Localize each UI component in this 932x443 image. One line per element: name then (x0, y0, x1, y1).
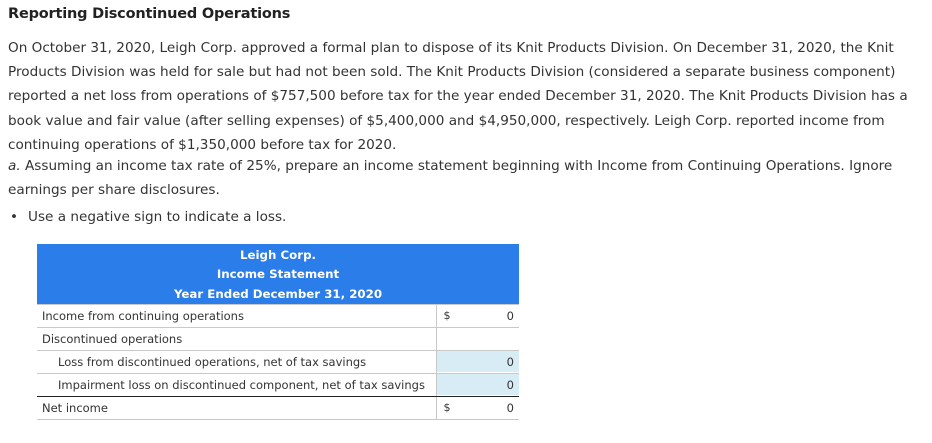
input-value: 0 (506, 401, 514, 415)
row-income-continuing (37, 304, 519, 328)
row-loss-discontinued (37, 351, 519, 374)
problem-description: On October 31, 2020, Leigh Corp. approved a formal plan to dispose of its Knit Products Division. On December 31, 2020, the Knit Products Division was held for sale but had not been sold. The Knit Products Division (considered a separate business component) reported a net loss from operations of $757,500 before tax for the year ended December 31, 2020. The Knit Products Division has a book value and fair value (after selling expenses) of $5,400,000 and $4,950,000, respectively. Leigh Corp. reported income from continuing operations of $1,350,000 before tax for 2020. (8, 40, 908, 153)
row-label: Net income (42, 401, 108, 415)
row-label: Impairment loss on discontinued component, net of tax savings (58, 378, 425, 392)
loss-discontinued-input[interactable] (436, 351, 519, 372)
row-net-income (37, 397, 519, 420)
income-continuing-input[interactable] (436, 305, 519, 326)
empty-cell (436, 328, 519, 349)
row-impairment-loss (37, 374, 519, 397)
dollar-sign: $ (443, 309, 451, 322)
instruction-letter: a. (8, 158, 21, 174)
net-income-input[interactable] (436, 397, 519, 418)
statement-name: Income Statement (216, 267, 340, 281)
row-label: Loss from discontinued operations, net of tax savings (58, 355, 367, 369)
row-label: Discontinued operations (42, 332, 183, 346)
problem-title: Reporting Discontinued Operations (8, 6, 291, 22)
impairment-loss-input[interactable] (436, 374, 519, 395)
instruction-text: Assuming an income tax rate of 25%, prepare an income statement beginning with Income from Continuing Operations. Ignore earnings per share disclosures. (8, 158, 893, 199)
bullet-dot: • (10, 209, 19, 225)
input-value: 0 (506, 378, 514, 392)
bullet-text: Use a negative sign to indicate a loss. (28, 209, 287, 225)
instruction-a (8, 154, 924, 202)
dollar-sign: $ (443, 401, 451, 414)
row-discontinued-heading (37, 328, 519, 351)
statement-period: Year Ended December 31, 2020 (173, 287, 383, 301)
input-value: 0 (506, 309, 514, 323)
statement-header (37, 244, 519, 304)
instruction-bullet (8, 206, 286, 228)
income-statement (37, 244, 519, 420)
row-label: Income from continuing operations (42, 309, 244, 323)
company-name: Leigh Corp. (239, 248, 317, 262)
input-value: 0 (506, 355, 514, 369)
